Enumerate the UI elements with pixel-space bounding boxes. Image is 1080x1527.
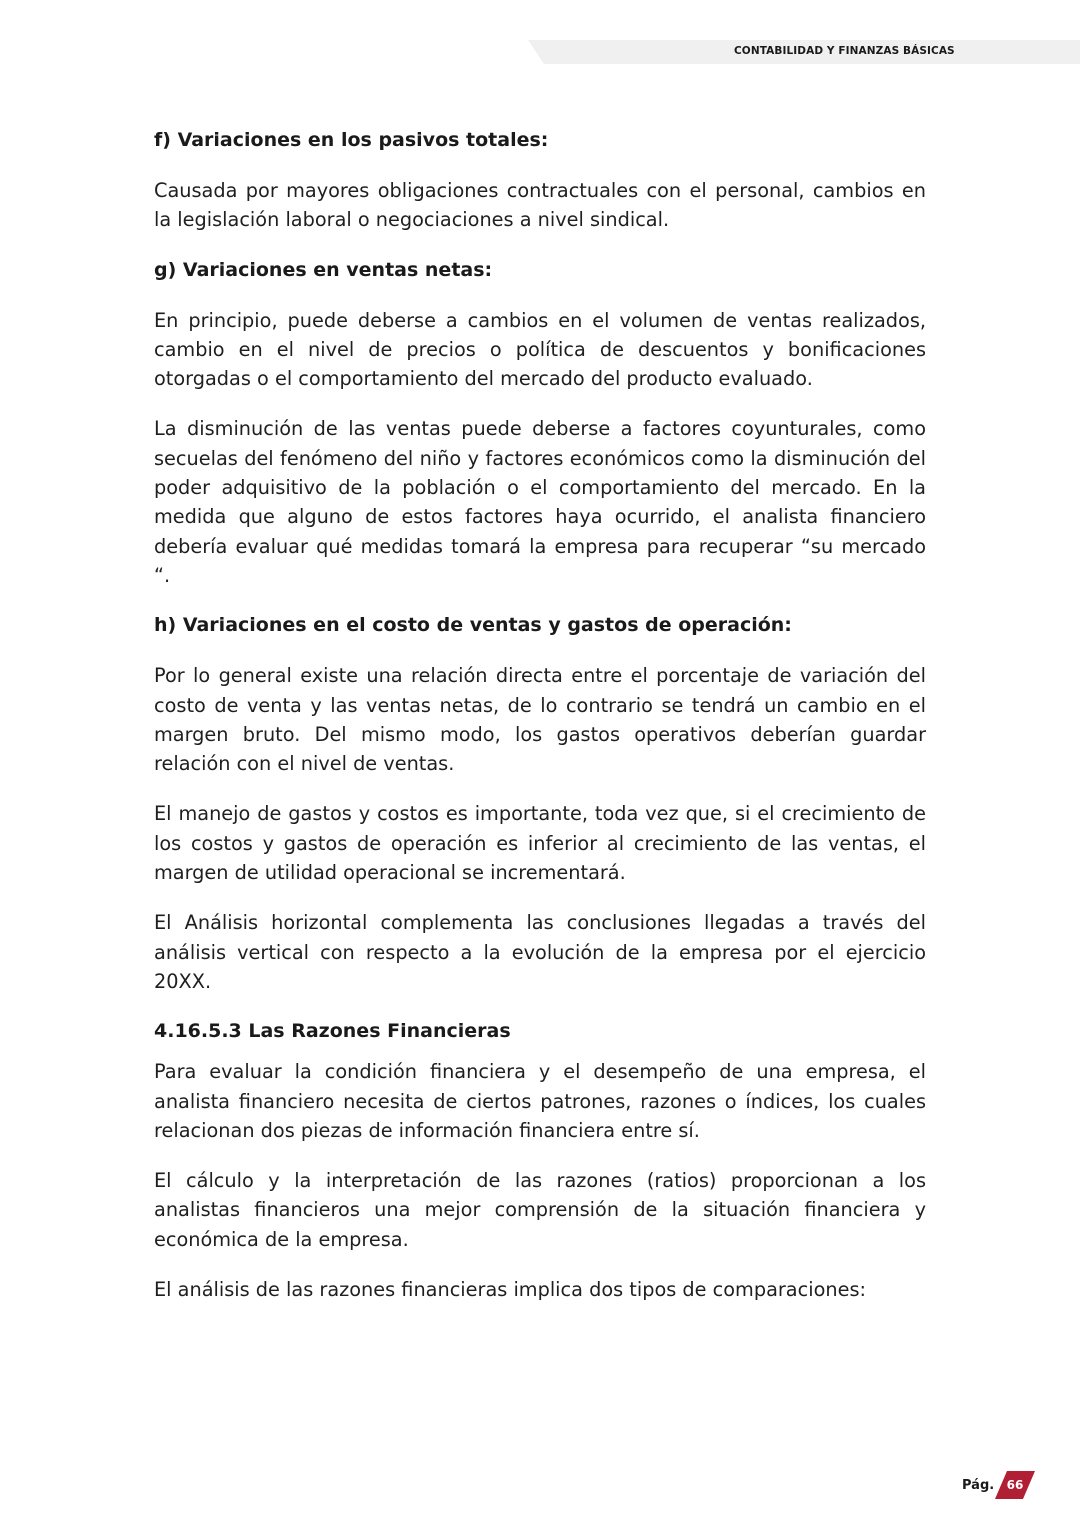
paragraph-razones-3: El análisis de las razones financieras implica dos tipos de comparaciones: — [154, 1278, 867, 1302]
heading-g: g) Variaciones en ventas netas: — [154, 258, 493, 281]
section-heading-razones-financieras: 4.16.5.3 Las Razones Financieras — [154, 1020, 511, 1043]
page-label: Pág. — [962, 1478, 995, 1493]
page-content — [154, 126, 926, 1325]
page-number: 66 — [1006, 1478, 1024, 1492]
paragraph-g-1: En principio, puede deberse a cambios en el volumen de ventas realizados, cambio en el nivel de precios o política de descuentos y bonificaciones otorgadas o el comportamiento del mercado del producto evaluado. — [154, 308, 926, 391]
page-footer — [960, 1471, 1040, 1501]
running-header-title: CONTABILIDAD Y FINANZAS BÁSICAS — [734, 45, 955, 57]
paragraph-g-2: La disminución de las ventas puede deberse a factores coyunturales, como secuelas del fenómeno del niño y factores económicos como la disminución del poder adquisitivo de la población o el comportamiento del mercado. En la medida que alguno de estos factores haya ocurrido, el analista financiero debería evaluar qué medidas tomará la empresa para recuperar “su mercado “. — [154, 417, 926, 587]
paragraph-f-1: Causada por mayores obligaciones contractuales con el personal, cambios en la legislación laboral o negociaciones a nivel sindical. — [154, 179, 926, 232]
heading-f: f) Variaciones en los pasivos totales: — [154, 129, 549, 151]
paragraph-razones-1: Para evaluar la condición financiera y el desempeño de una empresa, el analista financiero necesita de ciertos patrones, razones o índices, los cuales relacionan dos piezas de información financiera entre sí. — [154, 1060, 926, 1142]
paragraph-h-1: Por lo general existe una relación directa entre el porcentaje de variación del costo de venta y las ventas netas, de lo contrario se tendrá un cambio en el margen bruto. Del mismo modo, los gastos operativos deberían guardar relación con el nivel de ventas. — [154, 664, 926, 776]
heading-h: h) Variaciones en el costo de ventas y gastos de operación: — [154, 614, 792, 637]
paragraph-h-3: El Análisis horizontal complementa las conclusiones llegadas a través del análisis vertical con respecto a la evolución de la empresa por el ejercicio 20XX. — [154, 911, 926, 993]
paragraph-razones-2: El cálculo y la interpretación de las razones (ratios) proporcionan a los analistas financieros una mejor comprensión de la situación financiera y económica de la empresa. — [154, 1169, 926, 1251]
paragraph-h-2: El manejo de gastos y costos es importante, toda vez que, si el crecimiento de los costos y gastos de operación es inferior al crecimiento de las ventas, el margen de utilidad operacional se incrementará. — [154, 802, 926, 885]
